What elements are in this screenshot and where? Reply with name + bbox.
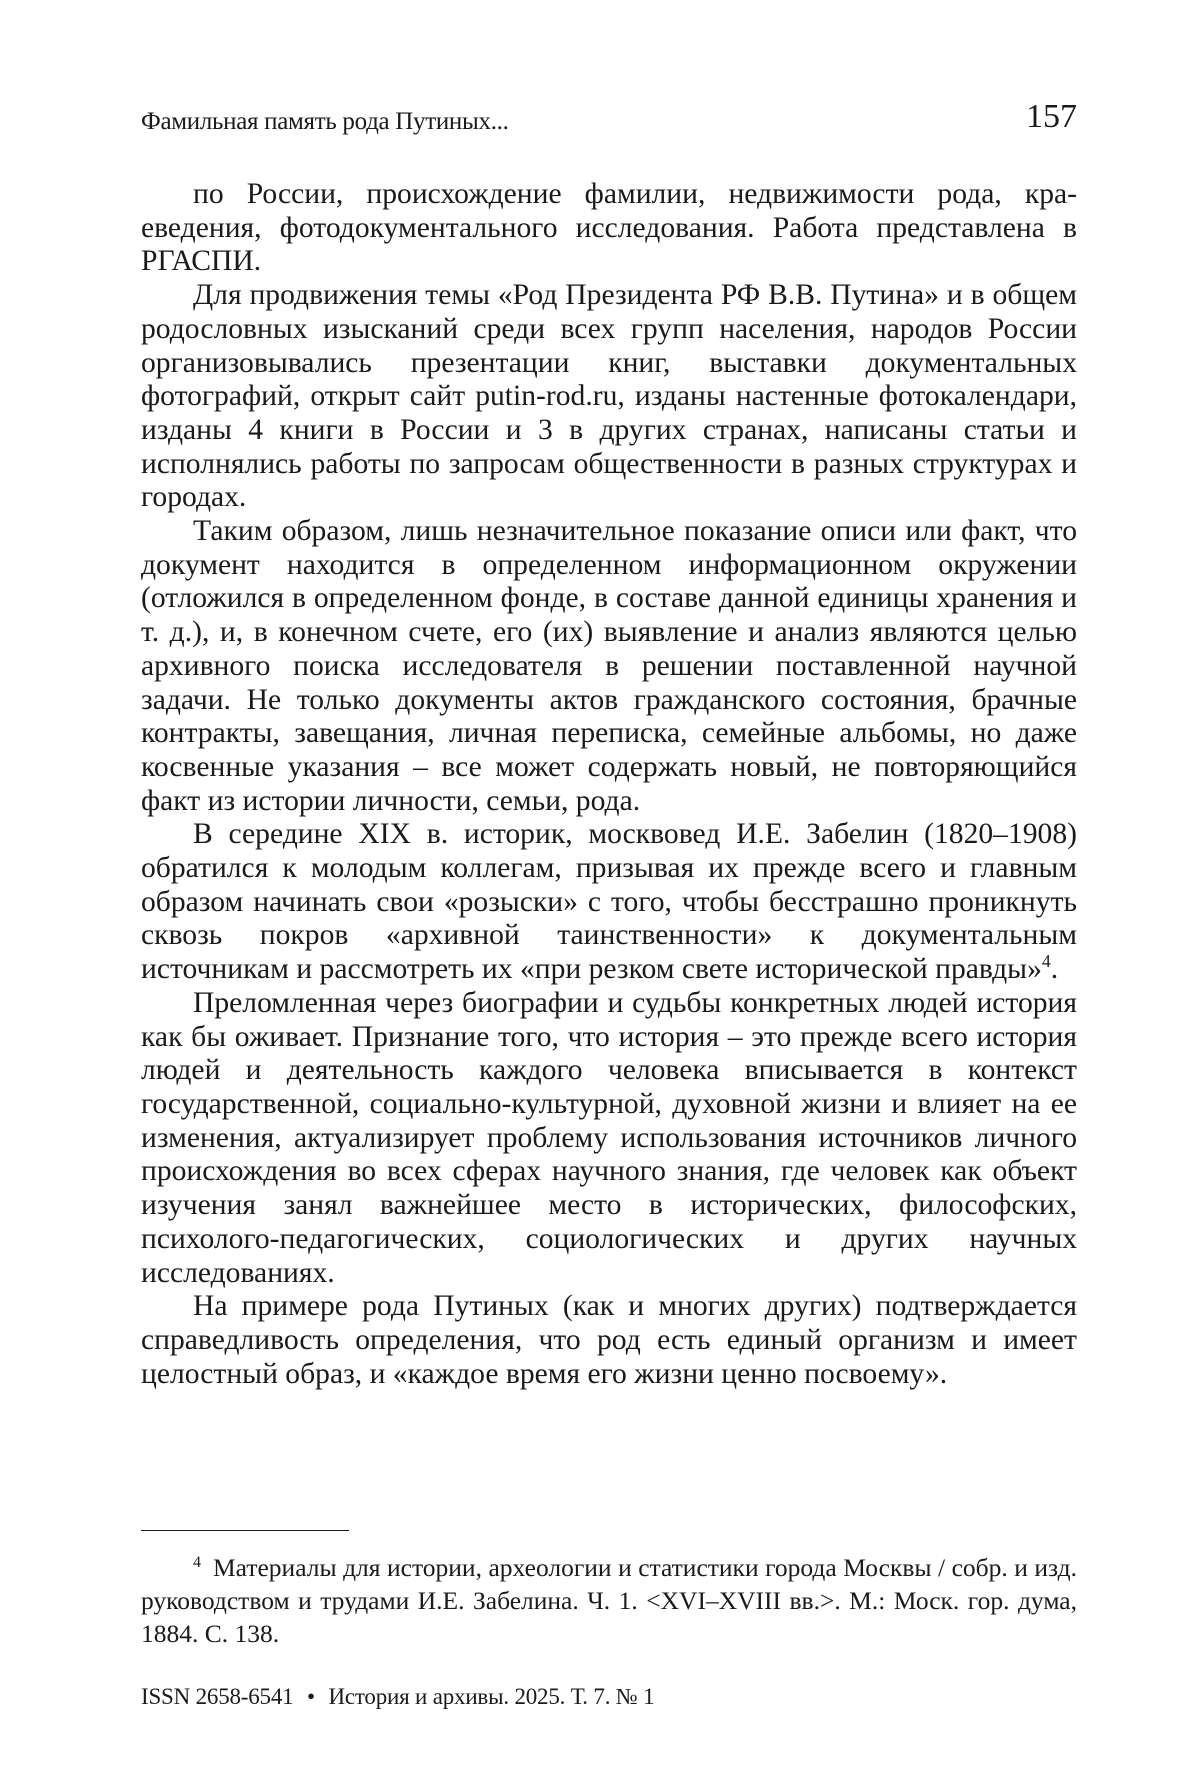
footnote-divider (141, 1530, 349, 1531)
footnote-reference[interactable]: 4 (1041, 951, 1051, 972)
paragraph: Для продвижения темы «Род Президента РФ В.В. Путина» и в общем родословных изысканий среди всех групп населения, народов России организовывались презентации книг, выставки документальных фотографий, открыт сайт putin-rod.ru, изданы настенные фотокалендари, изданы 4 книги в России и 3 в других странах, написаны статьи и исполнялись работы по запросам общественности в разных структурах и городах. (141, 279, 1077, 514)
paragraph-continuation: по России, происхождение фамилии, недвижимости рода, краеведения, фотодокументального исследования. Работа представлена в РГАСПИ. (141, 178, 1077, 278)
paragraph: Преломленная через биографии и судьбы конкретных людей история как бы оживает. Признание того, что история – это прежде всего история людей и деятельность каждого человека вписывается в контекст государственной, социально-культурной, духовной жизни и влияет на ее изменения, актуализирует проблему использования источников личного происхождения во всех сферах научного знания, где человек как объект изучения занял важнейшее место в исторических, философских, психолого-педагогических, социологических и других научных исследованиях. (141, 986, 1077, 1289)
page-footer (141, 1684, 654, 1710)
paragraph: Таким образом, лишь незначительное показание описи или факт, что документ находится в определенном информационном окружении (отложился в определенном фонде, в составе данной единицы хранения и т. д.), и, в конечном счете, его (их) выявление и анализ являются целью архивного поиска исследователя в решении поставленной научной задачи. Не только документы актов гражданского состояния, брачные контракты, завещания, личная переписка, семейные альбомы, но даже косвенные указания – все может содержать новый, не повторяющийся факт из истории личности, семьи, рода. (141, 515, 1077, 817)
paragraph-text: В середине XIX в. историк, москвовед И.Е. Забелин (1820–1908) обратился к молодым коллегам, призывая их прежде всего и главным образом начинать свои «розыски» с того, чтобы бесстрашно проникнуть сквозь покров «архивной таинственности» к документальным источникам и рассмотреть их «при резком свете исторической правды» (141, 818, 1077, 986)
running-head (141, 98, 1077, 148)
running-title: Фамильная память рода Путиных... (141, 108, 509, 135)
paragraph-end: . (1050, 953, 1059, 986)
footnote-text: Материалы для истории, археологии и статистики города Москвы / собр. и изд. руководством и трудами И.Е. Забелина. Ч. 1. <XVI–XVIII вв.>. М.: Моск. гор. дума, 1884. С. 138. (141, 1553, 1077, 1648)
paragraph-with-note (141, 818, 1077, 987)
journal-citation: История и архивы. 2025. Т. 7. № 1 (328, 1684, 655, 1709)
page-number: 157 (1026, 98, 1077, 135)
issn: ISSN 2658-6541 (141, 1684, 294, 1709)
paragraph: На примере рода Путиных (как и многих других) подтверждается справедливость определения, что род есть единый организм и имеет целостный образ, и «каждое время его жизни ценно посвоему». (141, 1290, 1077, 1390)
footnote (141, 1551, 1077, 1650)
footer-separator: • (307, 1684, 315, 1709)
article-body (141, 178, 1077, 1391)
footnote-number: 4 (193, 1554, 201, 1571)
